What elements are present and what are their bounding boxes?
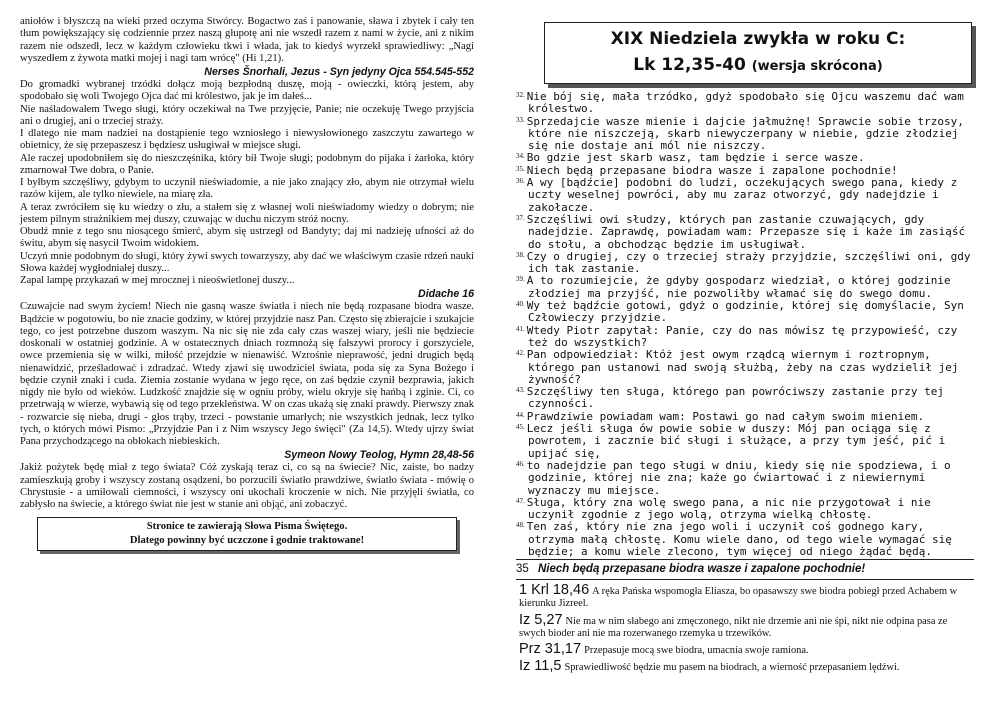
gospel-verse: [516, 177, 974, 214]
reference-text: Lk 12,35-40: [633, 55, 746, 75]
gospel-verse: [516, 497, 974, 522]
gospel-verse: [516, 325, 974, 350]
poem-line: Ale raczej upodobniłem się do nieszczęśnika, który bił Twoje sługi; podobnym do pijaka i żarłoka, który zmarnował Twe dobra, o Panie.: [20, 152, 474, 176]
verse-text: A to rozumiejcie, że gdyby gospodarz wiedział, o której godzinie złodziej ma przyjść, nie pozwoliłby włamać się do swego domu.: [526, 274, 951, 300]
verse-number: 32.: [516, 91, 525, 99]
verse-number: 35.: [516, 164, 525, 173]
reference-label: Iz 11,5: [519, 658, 562, 675]
reference-text: Sprawiedliwość będzie mu pasem na biodrach, a wierność przepasaniem lędźwi.: [564, 662, 900, 674]
source-nerses: Nerses Šnorhali, Jezus - Syn jedyny Ojca 554.545-552: [204, 66, 474, 78]
reference-text: Przepasuje mocą swe biodra, umacnia swoje ramiona.: [584, 645, 809, 657]
verse-text: Lecz jeśli sługa ów powie sobie w duszy: Mój pan ociąga się z powrotem, i zacznie bić sługi i służące, a przy tym jeść, pić i upijać się,: [526, 422, 946, 460]
verse-text: Sługa, który zna wolę swego pana, a nic nie przygotował i nie uczynił zgodnie z jego wolą, otrzyma wielką chłostę.: [526, 495, 931, 522]
gospel-verse: [516, 275, 974, 300]
cross-references: [519, 584, 975, 678]
reference-item: [519, 643, 975, 657]
verse-highlight: [516, 559, 974, 580]
verse-number: 47.: [516, 496, 525, 505]
poem-line: I byłbym szczęśliwy, gdybym to uczynił nieświadomie, a nie jako znający zło, abym nie otrzymał wielu razów kijem, ale tylko niewiele, na miarę zła.: [20, 177, 474, 201]
poem-line: I dlatego nie mam nadziei na dostąpienie tego wzniosłego i niewysłowionego zaszczytu zawartego w obietnicy, że się przepaszesz i będziesz usługiwał w miejsce sługi.: [20, 128, 474, 152]
verse-text: Ten zaś, który nie zna jego woli i uczynił coś godnego kary, otrzyma małą chłostę. Komu wiele dano, od tego wiele wymagać się będzie; a komu wiele zlecono, tym więcej od niego żądać będą.: [526, 520, 952, 558]
gospel-verse: [516, 91, 974, 116]
verse-number: 41.: [516, 324, 525, 333]
reference-text: A ręka Pańska wspomogła Eliasza, bo opasawszy swe biodra pobiegł przed Achabem w kierunku Jizreel.: [519, 586, 958, 610]
source-didache: Didache 16: [418, 288, 474, 301]
notice-line-2: Dlatego powinny być uczczone i godnie traktowane!: [129, 535, 365, 547]
left-column: [20, 16, 474, 551]
gospel-verse: [516, 300, 974, 325]
verse-number: 42.: [516, 349, 525, 358]
poem-line: Nie naśladowałem Twego sługi, który oczekiwał na Twe przyjęcie, Panie; nie oczekuję Twego przyjścia ani o drugiej, ani o trzeciej straży.: [20, 103, 474, 127]
highlight-text: Niech będą przepasane biodra wasze i zapalone pochodnie!: [538, 563, 866, 575]
poem-line: A teraz zwróciłem się ku wiedzy o złu, a stałem się z własnej woli nieświadomy wiedzy o dobrym; nie jestem pilnym strażnikiem mej duszy, czuwając w duchu niczym stróż nocny.: [20, 201, 474, 225]
verse-number: 33.: [516, 115, 525, 124]
verse-text: Niech będą przepasane biodra wasze i zapalone pochodnie!: [526, 163, 898, 177]
paragraph-didache: Czuwajcie nad swym życiem! Niech nie gasną wasze światła i niech nie będą rozpasane biodra wasze. Bądźcie w pogotowiu, bo nie znacie godziny, w której przyjdzie nasz Pan. Często się zbierajcie i szukajcie tego, co jest potrzebne duszom waszym. Na nic się nie zda cały czas waszej wiary, jeśli nie będziecie doskonali w ostatniej godzinie. A w ostatecznych dniach rozmnożą się fałszywi prorocy i gorszyciele, owce przemienia się w wilki, miłość przejdzie w nienawiść. Wzrośnie nieprawość, jedni drugich będą nienawidzić, prześladować i zdradzać. Wtedy zjawi się uwodziciel świata, poda się za Syna Bożego i będzie czynił znaki i cuda. Ziemia zostanie wydana w jego ręce, on zaś będzie czynił bezprawia, jakich nigdy nie było od wieków. Ludzkość znajdzie się w ogniu próby, wielu okryje się hańbą i zginie. Ci, co przetrwają w wierze, wybawią się od tego przekleństwa. W on czas ukażą się znaki prawdy. Pierwszy znak - rozwarcie się nieba, drugi - głos trąby, trzeci - powstanie umarłych; nie wszystkich jednak, lecz tylko tych, o których mówi Pismo: „Przyjdzie Pan i z Nim wszyscy Jego święci" (Za 14,5). Wtedy ujrzy świat Pana przychodzącego na obłokach niebieskich.: [20, 301, 474, 447]
verse-number: 37.: [516, 213, 525, 222]
verse-text: Prawdziwie powiadam wam: Postawi go nad całym swoim mieniem.: [526, 409, 925, 423]
verse-text: Szczęśliwy ten sługa, którego pan powróciwszy zastanie przy tej czynności.: [526, 385, 944, 411]
verse-number: 45.: [516, 423, 525, 432]
reference-text: Nie ma w nim słabego ani zmęczonego, nikt nie drzemie ani nie śpi, nikt nie odpina pasa ze swych bioder ani nie ma rozerwanego rzemyka u trzewików.: [519, 615, 948, 639]
verse-text: Wy też bądźcie gotowi, gdyż o godzinie, której się domyślacie, Syn Człowieczy przyjdzie.: [526, 299, 964, 325]
gospel-verse: [516, 349, 974, 386]
gospel-verse: [516, 423, 974, 460]
gospel-verse: [516, 214, 974, 251]
verse-number: 34.: [516, 152, 525, 161]
reference-label: Prz 31,17: [519, 641, 582, 658]
reference-label: 1 Krl 18,46: [519, 582, 590, 598]
title-box: [544, 22, 972, 84]
notice-line-1: Stronice te zawierają Słowa Pisma Świętego.: [146, 521, 348, 533]
page-title: XIX Niedziela zwykła w roku C:: [610, 29, 906, 49]
verse-number: 44.: [516, 410, 525, 419]
gospel-verse: [516, 460, 974, 497]
verse-text: Szczęśliwi owi słudzy, których pan zastanie czuwających, gdy nadejdzie. Zaprawdę, powiadam wam: Przepasze się i każe im zasiąść do stołu, a obchodząc będzie im usługiwał.: [526, 212, 966, 251]
verse-number: 39.: [516, 275, 525, 284]
reference-label: Iz 5,27: [519, 611, 563, 628]
reference-item: [519, 584, 975, 611]
notice-box: [37, 517, 457, 551]
verse-text: Nie bój się, mała trzódko, gdyż spodobało się Ojcu waszemu dać wam królestwo.: [526, 90, 964, 116]
verse-number: 40.: [516, 300, 525, 309]
paragraph-symeon: Jakiż pożytek będę miał z tego świata? Cóż zyskają teraz ci, co są na świecie? Nic, zaiste, bo nadzy zamieszkują groby i wszyscy zostaną osądzeni, bo porzucili światło prawdziwe, światło świata - mówię o Chrystusie - a umiłowali ciemności, i wszyscy oni ukochali kroczenie w nich. Nie przyjęli światła, co zabłysło na świecie, a którego świat nie jest w stanie ani objąć, ani zobaczyć.: [20, 462, 474, 510]
verse-text: Czy o drugiej, czy o trzeciej straży przyjdzie, szczęśliwi oni, gdy ich tak zastanie.: [526, 249, 971, 276]
verse-number: 43.: [516, 386, 525, 395]
verse-number: 48.: [516, 521, 525, 530]
verse-text: Bo gdzie jest skarb wasz, tam będzie i serce wasze.: [526, 151, 865, 165]
poem-block: [20, 79, 474, 287]
gospel-verse: [516, 251, 974, 276]
verse-number: 46.: [516, 459, 525, 468]
poem-line: Do gromadki wybranej trzódki dołącz moją bezpłodną duszę, moją - owieczki, którą jestem, aby spodobało się woli Twojego Ojca dać mi królestwo, jak je im dałeś...: [20, 79, 474, 103]
poem-line: Uczyń mnie podobnym do sługi, który żywi swych towarzyszy, aby dać we właściwym czasie rdzeń nauki Słowa każdej wygłodniałej duszy...: [20, 250, 474, 274]
paragraph-1: aniołów i błyszczą na wieki przed oczyma Stwórcy. Bogactwo zaś i panowanie, sława i zbytek i cały ten tłum powiększający się codziennie przez naszą głupotę ani nie wszedł razem z nami w życie, ani z nikim razem nie odszedł, lecz w każdym człowieku tkwi i włada, jak to kiedyś wyrzekł sprawiedliwy: „Nagi wyszedłem z żywota matki mojej i nagi tam wrócę" (Hi 1,21).: [20, 16, 474, 64]
gospel-verse: [516, 521, 974, 558]
verse-text: A wy [bądźcie] podobni do ludzi, oczekujących swego pana, kiedy z uczty weselnej powróci, aby mu zaraz otworzyć, gdy nadejdzie i zakołacze.: [526, 176, 958, 214]
verse-number: 38.: [516, 250, 525, 259]
verse-text: Wtedy Piotr zapytał: Panie, czy do nas mówisz tę przypowieść, czy też do wszystkich?: [526, 323, 958, 349]
poem-line: Obudź mnie z tego snu niosącego śmierć, abym się ustrzegł od Bandyty; daj mi nadzieję ufności aż do świtu, abym się nasycił Twoim widokiem.: [20, 226, 474, 250]
poem-line: Zapal lampę przykazań w mej mrocznej i nieoświetlonej duszy...: [20, 275, 295, 286]
verse-text: Pan odpowiedział: Któż jest owym rządcą wiernym i roztropnym, którego pan ustanowi nad swoją służbą, żeby na czas wydzielił jej żywność?: [526, 348, 959, 386]
reference-item: [519, 660, 975, 674]
source-symeon: Symeon Nowy Teolog, Hymn 28,48-56: [284, 449, 474, 462]
gospel-text: [516, 91, 974, 558]
verse-text: Sprzedajcie wasze mienie i dajcie jałmużnę! Sprawcie sobie trzosy, które nie niszczeją, skarb niewyczerpany w niebie, gdzie złodziej się nie dostaje ani mól nie niszczy.: [526, 114, 964, 153]
verse-number: 36.: [516, 177, 525, 186]
verse-text: to nadejdzie pan tego sługi w dniu, kiedy się nie spodziewa, i o godzinie, której nie zna; każe go ćwiartować i z niewiernymi wyznaczy mu miejsce.: [526, 458, 951, 497]
gospel-verse: [516, 116, 974, 153]
version-note: (wersja skrócona): [751, 59, 883, 74]
reference-item: [519, 611, 975, 641]
gospel-reference: [545, 55, 971, 75]
gospel-verse: [516, 386, 974, 411]
highlight-number: 35: [516, 563, 529, 575]
